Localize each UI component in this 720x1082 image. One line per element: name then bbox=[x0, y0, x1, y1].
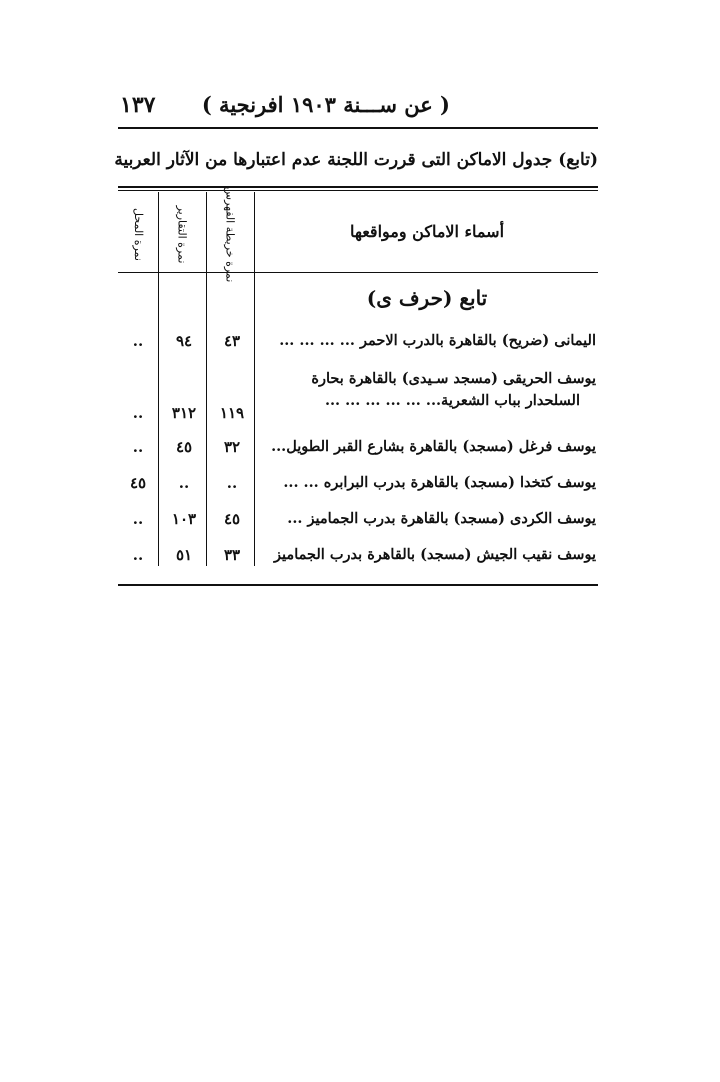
report-number: ١٠٣ bbox=[171, 510, 197, 528]
place-number: .. bbox=[132, 404, 144, 422]
header-bottom-rule bbox=[118, 272, 598, 273]
page-number: ١٣٧ bbox=[120, 92, 156, 118]
map-number: ١١٩ bbox=[219, 404, 245, 422]
table-top-rule-inner bbox=[118, 190, 598, 191]
place-number: .. bbox=[132, 438, 144, 456]
places-table bbox=[118, 186, 598, 586]
place-number: ٤٥ bbox=[129, 474, 147, 492]
place-number: .. bbox=[132, 332, 144, 350]
column-divider bbox=[206, 192, 207, 566]
report-number: ٣١٢ bbox=[171, 404, 197, 422]
place-name-line-2: السلحدار بباب الشعرية... ... ... ... ... ... bbox=[324, 392, 580, 409]
place-number: .. bbox=[132, 510, 144, 528]
map-number: ٤٣ bbox=[223, 332, 241, 350]
running-title: ( عن ســـنة ١٩٠٣ افرنجية ) bbox=[201, 92, 450, 117]
place-name: يوسف فرغل (مسجد) بالقاهرة بشارع القبر الطويل... bbox=[271, 438, 596, 455]
header-rule bbox=[118, 127, 598, 129]
place-number: .. bbox=[132, 546, 144, 564]
table-caption: (تابع) جدول الاماكن التى قررت اللجنة عدم اعتبارها من الآثار العربية bbox=[114, 150, 598, 170]
place-name: يوسف نقيب الجيش (مسجد) بالقاهرة بدرب الجماميز bbox=[274, 546, 596, 563]
map-number: .. bbox=[226, 474, 238, 492]
column-header-name: أسماء الاماكن ومواقعها bbox=[349, 222, 505, 241]
place-name: اليمانى (ضريح) بالقاهرة بالدرب الاحمر ... ... ... ... bbox=[279, 332, 596, 349]
table-bottom-rule bbox=[118, 584, 598, 586]
place-name-line-1: يوسف الحريقى (مسجد سـيدى) بالقاهرة بحارة bbox=[311, 370, 596, 387]
map-number: ٤٥ bbox=[223, 510, 241, 528]
report-number: .. bbox=[178, 474, 190, 492]
column-header-map-number: نمرة خريطة الفهرس bbox=[223, 186, 237, 282]
page-header bbox=[118, 92, 598, 124]
report-number: ٤٥ bbox=[175, 438, 193, 456]
report-number: ٩٤ bbox=[175, 332, 193, 350]
report-number: ٥١ bbox=[175, 546, 193, 564]
column-header-place-number: نمرة المحل bbox=[131, 207, 145, 261]
table-top-rule bbox=[118, 186, 598, 188]
place-name: يوسف الكردى (مسجد) بالقاهرة بدرب الجماميز ... bbox=[287, 510, 596, 527]
column-header-report-number: نمرة التقارير bbox=[175, 205, 189, 263]
place-name: يوسف كتخدا (مسجد) بالقاهرة بدرب البرابره ... ... bbox=[283, 474, 596, 491]
column-divider bbox=[254, 192, 255, 566]
map-number: ٣٣ bbox=[223, 546, 241, 564]
section-heading: تابع (حرف ى) bbox=[366, 286, 488, 310]
map-number: ٣٢ bbox=[223, 438, 241, 456]
